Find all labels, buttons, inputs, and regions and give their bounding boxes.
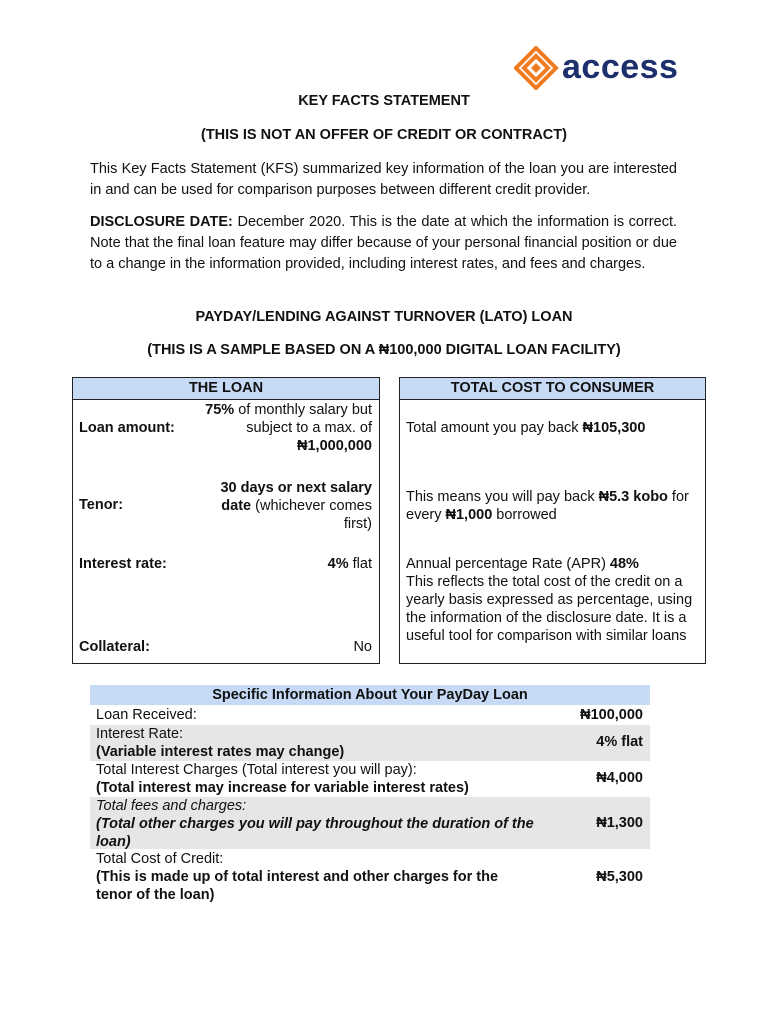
row-value: ₦5,300 xyxy=(596,869,643,885)
page-title: KEY FACTS STATEMENT xyxy=(298,93,470,109)
means-text: This means you will pay back xyxy=(406,489,599,505)
table-row xyxy=(90,725,650,761)
table-row xyxy=(90,761,650,797)
row-value: ₦4,000 xyxy=(596,770,643,786)
loan-amount-percent: 75% xyxy=(205,402,235,418)
row-value: 4% flat xyxy=(596,734,643,750)
tenor-value xyxy=(202,479,372,533)
row-line2: (Variable interest rates may change) xyxy=(96,744,345,760)
row-line2: (Total other charges you will pay throughout the duration of the loan) xyxy=(96,816,534,850)
payback-text: Total amount you pay back xyxy=(406,420,583,436)
disclosure-text: December 2020. This is the date at which the information is correct. Note that the final loan feature may differ because of your personal financial position or due to a change in the information provided, including interest rates, and fees and charges. xyxy=(90,214,677,272)
specific-info-table xyxy=(90,685,650,905)
row-line2: (Total interest may increase for variable interest rates) xyxy=(96,780,469,796)
interest-rate-bold: 4% xyxy=(327,556,349,572)
cost-box xyxy=(399,377,706,664)
access-logo xyxy=(514,46,684,90)
specific-info-header: Specific Information About Your PayDay Loan xyxy=(90,685,650,705)
row-description xyxy=(96,850,521,904)
disclosure-paragraph xyxy=(90,212,677,275)
product-title: PAYDAY/LENDING AGAINST TURNOVER (LATO) LOAN xyxy=(195,309,573,325)
payback-line xyxy=(406,419,698,437)
interest-rate-label: Interest rate: xyxy=(79,556,167,572)
row-description xyxy=(96,725,536,761)
cost-box-header: TOTAL COST TO CONSUMER xyxy=(400,378,705,400)
table-row xyxy=(90,849,650,905)
means-line xyxy=(406,488,698,524)
loan-box-header: THE LOAN xyxy=(73,378,379,400)
row-line1: Total fees and charges: xyxy=(96,798,247,814)
apr-value: 48% xyxy=(609,556,639,572)
collateral-label: Collateral: xyxy=(79,639,150,655)
row-description xyxy=(96,761,566,797)
apr-line xyxy=(406,555,700,573)
row-line1: Total Interest Charges (Total interest you will pay): xyxy=(96,762,417,778)
collateral-value: No xyxy=(353,639,372,655)
tenor-bold: 30 days or next salary date xyxy=(220,480,372,514)
row-line2: (This is made up of total interest and other charges for the tenor of the loan) xyxy=(96,869,499,903)
loan-amount-text: of monthly salary but subject to a max. of xyxy=(234,402,372,436)
table-row xyxy=(90,797,650,849)
table-row xyxy=(90,705,650,725)
loan-box xyxy=(72,377,380,664)
tenor-label: Tenor: xyxy=(79,497,124,513)
apr-description: This reflects the total cost of the credit on a yearly basis expressed as percentage, using the information of the disclosure date. It is a useful tool for comparison with similar loans xyxy=(406,574,693,644)
page-subtitle: (THIS IS NOT AN OFFER OF CREDIT OR CONTRACT) xyxy=(201,127,567,143)
access-diamond-icon xyxy=(514,46,560,90)
means-value2: ₦1,000 xyxy=(445,507,493,523)
row-line1: Total Cost of Credit: xyxy=(96,851,224,867)
loan-amount-label: Loan amount: xyxy=(79,420,175,436)
payback-value: ₦105,300 xyxy=(582,420,646,436)
means-text2: for every xyxy=(406,489,689,523)
disclosure-label: DISCLOSURE DATE: xyxy=(90,214,233,230)
apr-text: Annual percentage Rate (APR) xyxy=(406,556,610,572)
means-value: ₦5.3 kobo xyxy=(598,489,668,505)
interest-rate-text: flat xyxy=(348,556,372,572)
row-description: Loan Received: xyxy=(96,707,197,723)
loan-amount-max: ₦1,000,000 xyxy=(297,438,372,454)
row-line1: Interest Rate: xyxy=(96,726,184,742)
logo-text: access xyxy=(562,48,679,86)
row-description xyxy=(96,797,536,851)
row-value: ₦100,000 xyxy=(580,707,643,723)
interest-rate-value xyxy=(202,555,372,573)
means-text3: borrowed xyxy=(492,507,557,523)
row-value: ₦1,300 xyxy=(596,815,643,831)
tenor-text: (whichever comes first) xyxy=(251,498,372,532)
loan-amount-value xyxy=(202,401,372,455)
intro-paragraph: This Key Facts Statement (KFS) summarized key information of the loan you are interested in and can be used for comparison purposes between different credit provider. xyxy=(90,161,677,198)
sample-note: (THIS IS A SAMPLE BASED ON A ₦100,000 DIGITAL LOAN FACILITY) xyxy=(147,342,621,358)
apr-block xyxy=(406,555,700,645)
